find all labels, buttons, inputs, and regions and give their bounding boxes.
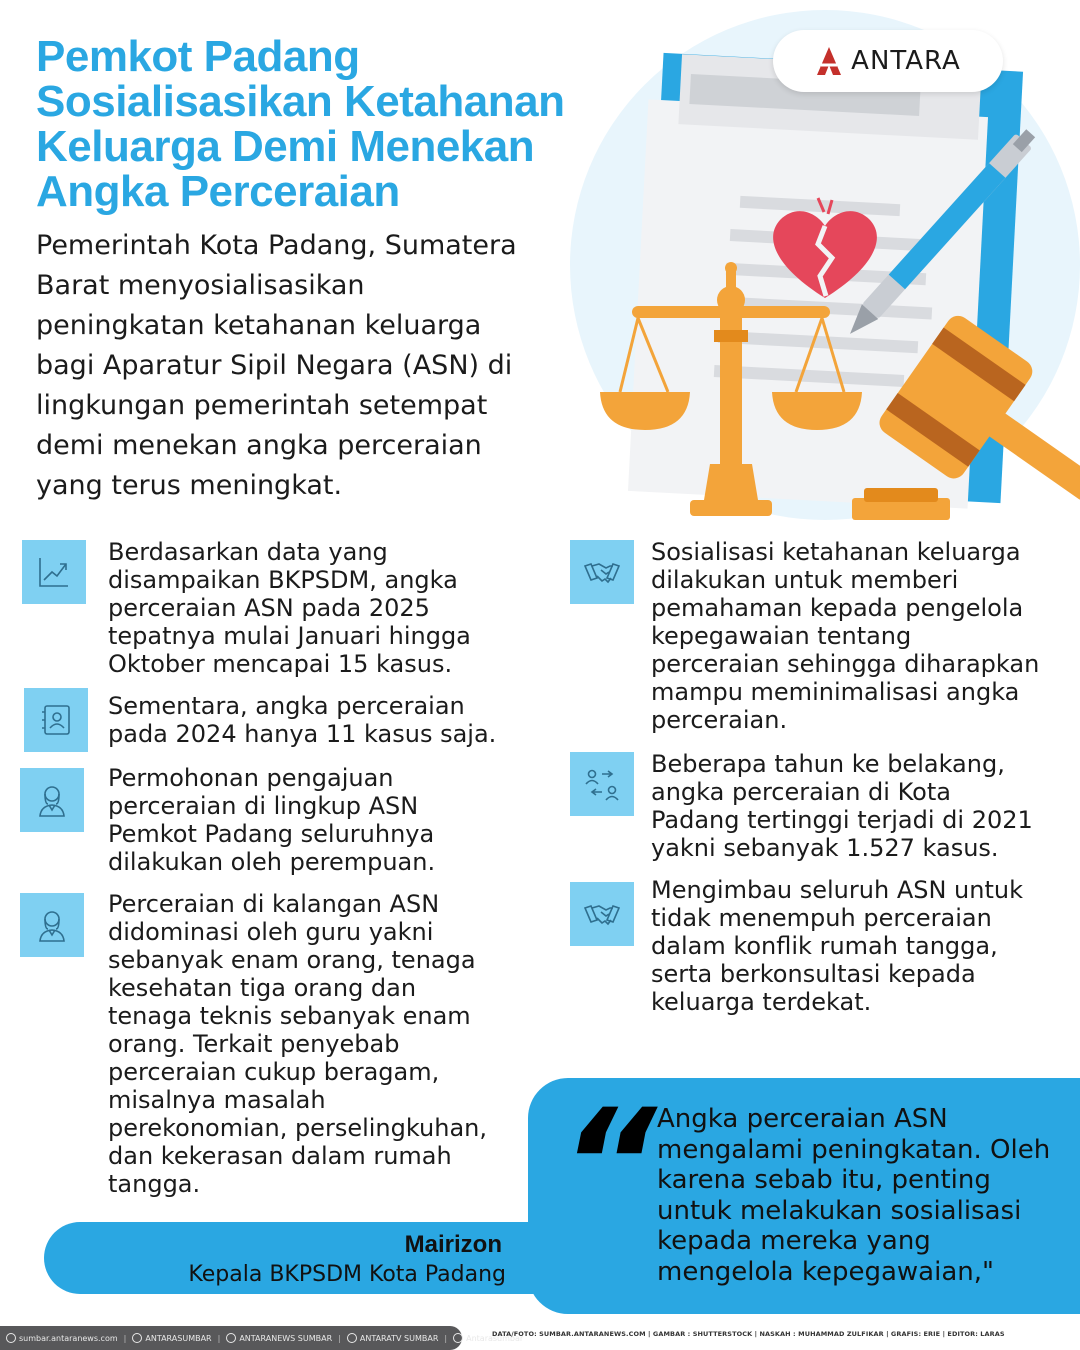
point-line: Permohonan pengajuan [108, 764, 394, 792]
point-line: dan kekerasan dalam rumah [108, 1142, 452, 1170]
trend-up-chart-icon [22, 540, 86, 604]
social-label: ANTARANEWS SUMBAR [239, 1333, 333, 1343]
divider: | [217, 1333, 221, 1343]
lead-line: peningkatan ketahanan keluarga [36, 310, 482, 341]
point-line: misalnya masalah [108, 1086, 326, 1114]
social-link[interactable] [132, 1333, 211, 1343]
lead-line: Pemerintah Kota Padang, Sumatera [36, 230, 517, 261]
point-line: tidak menempuh perceraian [651, 904, 992, 932]
youtube-icon [347, 1333, 357, 1343]
page-title [36, 34, 616, 214]
point-line: Sosialisasi ketahanan keluarga [651, 538, 1021, 566]
point-line: dilakukan oleh perempuan. [108, 848, 436, 876]
title-line: Keluarga Demi Menekan [36, 122, 535, 171]
woman-avatar-icon [20, 768, 84, 832]
quote-line: karena sebab itu, penting [657, 1165, 991, 1195]
point-line: Perceraian di kalangan ASN [108, 890, 440, 918]
tiktok-icon [453, 1333, 463, 1343]
quote-text [657, 1104, 1067, 1287]
social-label: ANTARATV SUMBAR [359, 1333, 439, 1343]
point-line: angka perceraian di Kota [651, 778, 951, 806]
lead-line: lingkungan pemerintah setempat [36, 390, 488, 421]
quote-line: mengelola kepegawaian," [657, 1256, 994, 1287]
point-line: mampu meminimalisasi angka [651, 678, 1020, 706]
lead-paragraph [36, 226, 576, 506]
point-line: serta berkonsultasi kepada [651, 960, 976, 988]
lead-line: yang terus meningkat. [36, 470, 343, 501]
point-text [108, 538, 471, 678]
point-line: dalam konflik rumah tangga, [651, 932, 998, 960]
point-line: dilakukan untuk memberi [651, 566, 959, 594]
lead-line: Barat menyosialisasikan [36, 270, 365, 301]
point-line: tangga. [108, 1170, 201, 1198]
quote-line: kepada mereka yang [657, 1226, 931, 1256]
credits-line: DATA/FOTO: SUMBAR.ANTARANEWS.COM | GAMBAR : SHUTTERSTOCK | NASKAH : MUHAMMAD ZULFIKAR | GRAFIS: ERIE | EDITOR: LARAS [492, 1330, 1005, 1338]
point-line: Berdasarkan data yang [108, 538, 388, 566]
speaker-role: Kepala BKPSDM Kota Padang [188, 1262, 506, 1287]
point-line: kesehatan tiga orang dan [108, 974, 417, 1002]
instagram-icon [132, 1333, 142, 1343]
point-line: Pemkot Padang seluruhnya [108, 820, 435, 848]
woman-avatar-icon [20, 893, 84, 957]
social-bar [0, 1326, 524, 1350]
point-text [651, 876, 1023, 1016]
point-line: perceraian cukup beragam, [108, 1058, 440, 1086]
point-text [108, 890, 487, 1198]
quote-line: untuk melakukan sosialisasi [657, 1195, 1022, 1226]
point-line: tepatnya mulai Januari hingga [108, 622, 471, 650]
point-line: Padang tertinggi terjadi di 2021 [651, 806, 1033, 834]
point-line: perceraian. [651, 706, 788, 734]
quote-line: mengalami peningkatan. Oleh [657, 1134, 1051, 1165]
point-line: Oktober mencapai 15 kasus. [108, 650, 453, 678]
point-text [651, 750, 1033, 862]
social-label: ANTARASUMBAR [145, 1333, 212, 1343]
quote-line: Angka perceraian ASN [657, 1104, 948, 1134]
point-text [108, 764, 435, 876]
point-text [651, 538, 1039, 734]
point-line: kepegawaian tentang [651, 622, 912, 650]
point-line: perceraian sehingga diharapkan [651, 650, 1040, 678]
divider: | [338, 1333, 341, 1343]
lead-line: bagi Aparatur Sipil Negara (ASN) di [36, 350, 513, 381]
divider: | [444, 1333, 448, 1343]
title-line: Pemkot Padang [36, 32, 360, 81]
point-line: perceraian ASN pada 2025 [108, 594, 430, 622]
point-line: disampaikan BKPSDM, angka [108, 566, 458, 594]
social-link[interactable] [347, 1333, 439, 1343]
social-label: sumbar.antaranews.com [19, 1333, 118, 1343]
title-line: Angka Perceraian [36, 167, 400, 216]
point-line: sebanyak enam orang, tenaga [108, 946, 476, 974]
title-line: Sosialisasikan Ketahanan [36, 77, 565, 126]
logo-text: ANTARA [851, 46, 961, 76]
point-line: keluarga terdekat. [651, 988, 872, 1016]
handshake-icon [570, 882, 634, 946]
divider: | [123, 1333, 127, 1343]
point-line: Beberapa tahun ke belakang, [651, 750, 1005, 778]
id-card-icon [24, 688, 88, 752]
lead-line: demi menekan angka perceraian [36, 430, 482, 461]
handshake-icon [570, 540, 634, 604]
point-line: pada 2024 hanya 11 kasus saja. [108, 720, 497, 748]
globe-icon [6, 1333, 16, 1343]
point-line: yakni sebanyak 1.527 kasus. [651, 834, 999, 862]
social-link[interactable] [6, 1333, 118, 1343]
point-line: pemahaman kepada pengelola [651, 594, 1024, 622]
speaker-name: Mairizon [404, 1231, 502, 1258]
point-line: perekonomian, perselingkuhan, [108, 1114, 487, 1142]
people-exchange-icon [570, 752, 634, 816]
point-text [108, 692, 496, 748]
antara-logo [773, 30, 1003, 92]
social-label: Antarasumbar [466, 1333, 524, 1343]
point-line: perceraian di lingkup ASN [108, 792, 419, 820]
point-line: didominasi oleh guru yakni [108, 918, 434, 946]
facebook-icon [226, 1333, 236, 1343]
quote-mark-icon: “ [560, 1078, 657, 1252]
point-line: Sementara, angka perceraian [108, 692, 465, 720]
social-link[interactable] [226, 1333, 332, 1343]
point-line: tenaga teknis sebanyak enam [108, 1002, 471, 1030]
point-line: Mengimbau seluruh ASN untuk [651, 876, 1023, 904]
antara-logo-icon [815, 45, 843, 77]
point-line: orang. Terkait penyebab [108, 1030, 400, 1058]
